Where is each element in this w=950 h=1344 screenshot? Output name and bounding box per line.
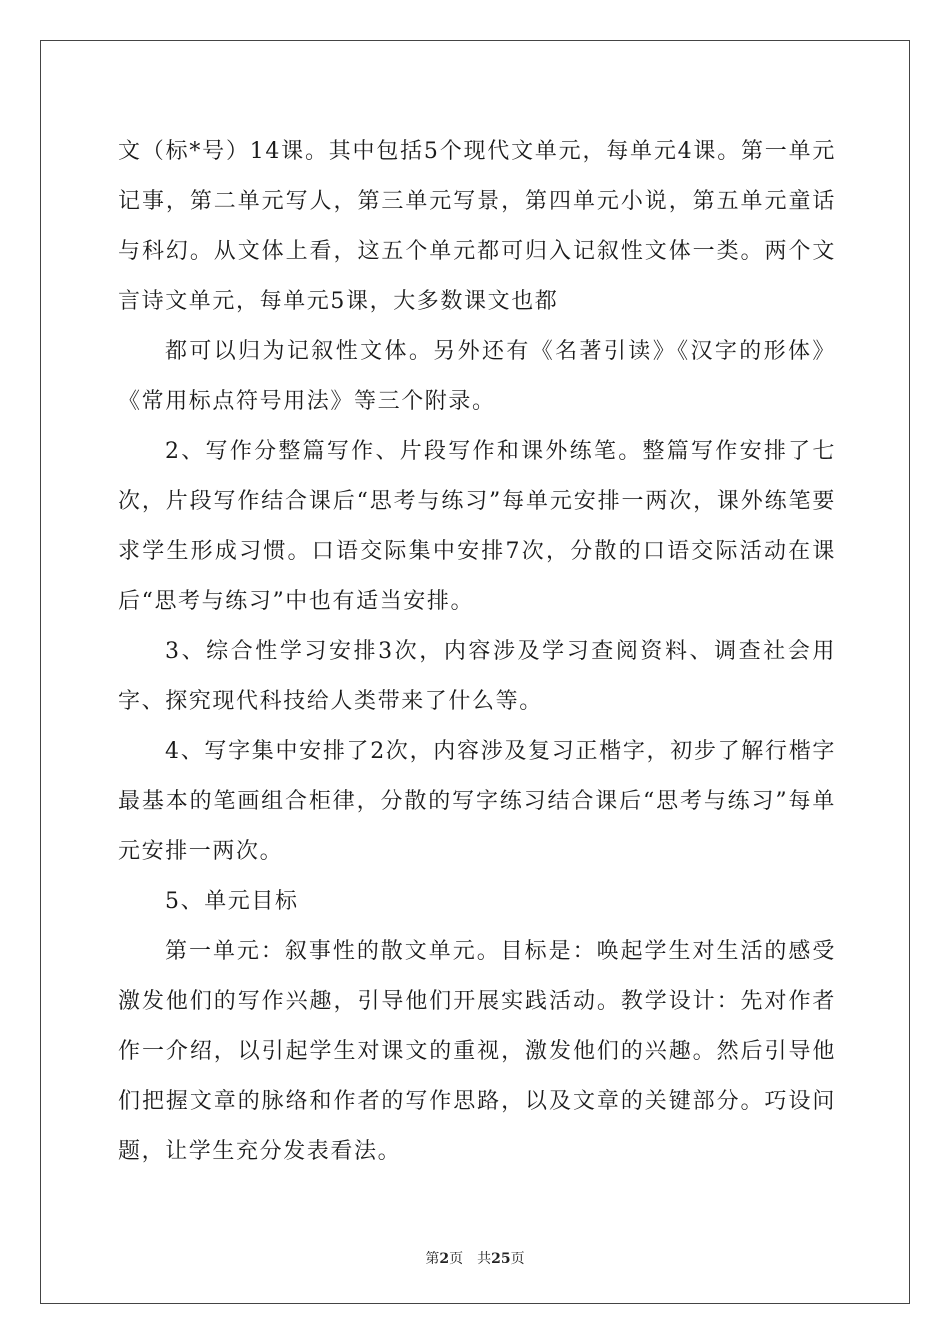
footer-page-suffix: 页	[449, 1251, 464, 1267]
paragraph-5: 4、写字集中安排了2次，内容涉及复习正楷字，初步了解行楷字最基本的笔画组合柜律，分散的写字练习结合课后“思考与练习”每单元安排一两次。	[118, 739, 836, 864]
paragraph-2: 都可以归为记叙性文体。另外还有《名著引读》《汉字的形体》《常用标点符号用法》等三个附录。	[118, 339, 836, 414]
paragraph-1: 文（标*号）14课。其中包括5个现代文单元，每单元4课。第一单元记事，第二单元写人，第三单元写景，第四单元小说，第五单元童话与科幻。从文体上看，这五个单元都可归入记叙性文体一类。两个文言诗文单元，每单元5课，大多数课文也都	[118, 139, 836, 314]
page-footer	[0, 1250, 950, 1268]
footer-total-suffix: 页	[510, 1251, 525, 1267]
footer-total-pages: 25	[491, 1251, 511, 1267]
footer-page-number: 2	[439, 1251, 450, 1267]
footer-total-prefix: 共	[477, 1251, 492, 1267]
document-body	[118, 127, 836, 1177]
paragraph-3: 2、写作分整篇写作、片段写作和课外练笔。整篇写作安排了七次，片段写作结合课后“思考与练习”每单元安排一两次，课外练笔要求学生形成习惯。口语交际集中安排7次，分散的口语交际活动在课后“思考与练习”中也有适当安排。	[118, 439, 836, 614]
paragraph-6: 第一单元：叙事性的散文单元。目标是：唤起学生对生活的感受激发他们的写作兴趣，引导他们开展实践活动。教学设计：先对作者作一介绍，以引起学生对课文的重视，激发他们的兴趣。然后引导他们把握文章的脉络和作者的写作思路，以及文章的关键部分。巧设问题，让学生充分发表看法。	[118, 939, 836, 1164]
paragraph-4: 3、综合性学习安排3次，内容涉及学习查阅资料、调查社会用字、探究现代科技给人类带来了什么等。	[118, 639, 836, 714]
footer-page-prefix: 第	[425, 1251, 440, 1267]
section-heading: 5、单元目标	[165, 889, 299, 914]
